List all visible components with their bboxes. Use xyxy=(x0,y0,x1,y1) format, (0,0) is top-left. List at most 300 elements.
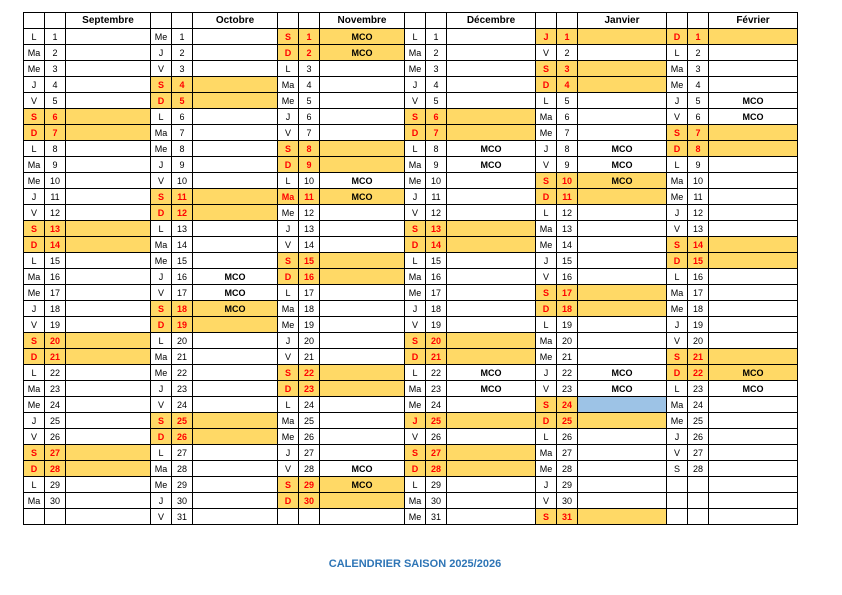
date-cell: 11 xyxy=(172,189,193,205)
event-cell xyxy=(447,461,536,477)
date-cell: 25 xyxy=(45,413,66,429)
event-cell xyxy=(447,221,536,237)
date-cell: 17 xyxy=(557,285,578,301)
date-cell: 28 xyxy=(299,461,320,477)
date-cell: 30 xyxy=(557,493,578,509)
event-cell xyxy=(578,125,667,141)
event-cell xyxy=(447,285,536,301)
empty-cell xyxy=(709,493,798,509)
event-cell xyxy=(578,61,667,77)
date-cell: 3 xyxy=(557,61,578,77)
event-cell: MCO xyxy=(578,173,667,189)
date-cell: 13 xyxy=(426,221,447,237)
weekday-cell: J xyxy=(405,301,426,317)
weekday-cell: Me xyxy=(667,301,688,317)
date-cell: 21 xyxy=(557,349,578,365)
weekday-cell: L xyxy=(278,285,299,301)
date-cell: 26 xyxy=(557,429,578,445)
event-cell: MCO xyxy=(447,157,536,173)
calendar-row xyxy=(24,109,798,125)
calendar-row xyxy=(24,397,798,413)
event-cell xyxy=(447,189,536,205)
event-cell xyxy=(66,141,151,157)
weekday-cell: V xyxy=(151,61,172,77)
weekday-cell: Me xyxy=(278,429,299,445)
date-cell: 17 xyxy=(426,285,447,301)
date-cell: 19 xyxy=(426,317,447,333)
header-blank xyxy=(667,13,688,29)
event-cell xyxy=(193,397,278,413)
event-cell xyxy=(193,381,278,397)
calendar-row xyxy=(24,173,798,189)
date-cell: 12 xyxy=(299,205,320,221)
weekday-cell: Me xyxy=(536,461,557,477)
event-cell xyxy=(66,493,151,509)
event-cell xyxy=(447,349,536,365)
calendar-row xyxy=(24,269,798,285)
calendar-row xyxy=(24,205,798,221)
date-cell: 10 xyxy=(172,173,193,189)
weekday-cell: Me xyxy=(405,509,426,525)
date-cell: 23 xyxy=(426,381,447,397)
date-cell: 11 xyxy=(557,189,578,205)
weekday-cell: S xyxy=(405,221,426,237)
weekday-cell: S xyxy=(667,349,688,365)
weekday-cell: Ma xyxy=(536,445,557,461)
weekday-cell: Me xyxy=(536,237,557,253)
event-cell xyxy=(193,109,278,125)
event-cell xyxy=(709,333,798,349)
date-cell: 27 xyxy=(299,445,320,461)
event-cell: MCO xyxy=(709,93,798,109)
event-cell xyxy=(320,317,405,333)
date-cell: 26 xyxy=(45,429,66,445)
date-cell: 13 xyxy=(557,221,578,237)
weekday-cell: D xyxy=(278,381,299,397)
date-cell: 27 xyxy=(172,445,193,461)
weekday-cell: S xyxy=(405,109,426,125)
weekday-cell: L xyxy=(405,477,426,493)
date-cell: 4 xyxy=(557,77,578,93)
calendar-row xyxy=(24,29,798,45)
date-cell: 15 xyxy=(172,253,193,269)
weekday-cell: Ma xyxy=(151,237,172,253)
date-cell: 15 xyxy=(688,253,709,269)
event-cell xyxy=(193,493,278,509)
date-cell: 22 xyxy=(45,365,66,381)
date-cell: 26 xyxy=(688,429,709,445)
event-cell xyxy=(709,445,798,461)
header-blank xyxy=(557,13,578,29)
date-cell: 19 xyxy=(557,317,578,333)
date-cell: 6 xyxy=(557,109,578,125)
date-cell: 10 xyxy=(299,173,320,189)
calendar-row xyxy=(24,61,798,77)
event-cell xyxy=(66,237,151,253)
weekday-cell: S xyxy=(24,445,45,461)
weekday-cell: L xyxy=(405,29,426,45)
date-cell: 25 xyxy=(299,413,320,429)
weekday-cell: J xyxy=(667,317,688,333)
weekday-cell: J xyxy=(536,365,557,381)
weekday-cell: J xyxy=(405,413,426,429)
weekday-cell: J xyxy=(278,221,299,237)
event-cell xyxy=(320,349,405,365)
month-header: Décembre xyxy=(447,13,536,29)
event-cell: MCO xyxy=(578,141,667,157)
weekday-cell: L xyxy=(405,253,426,269)
weekday-cell: Ma xyxy=(24,493,45,509)
weekday-cell: Ma xyxy=(24,157,45,173)
date-cell: 9 xyxy=(426,157,447,173)
weekday-cell: Me xyxy=(536,349,557,365)
event-cell xyxy=(578,509,667,525)
event-cell xyxy=(193,349,278,365)
weekday-cell: L xyxy=(151,445,172,461)
date-cell: 20 xyxy=(557,333,578,349)
event-cell xyxy=(709,397,798,413)
event-cell xyxy=(709,461,798,477)
event-cell xyxy=(320,125,405,141)
weekday-cell: Ma xyxy=(24,381,45,397)
calendar-row xyxy=(24,349,798,365)
date-cell: 27 xyxy=(426,445,447,461)
calendar-row xyxy=(24,77,798,93)
weekday-cell: L xyxy=(151,221,172,237)
weekday-cell: Me xyxy=(667,77,688,93)
event-cell: MCO xyxy=(447,381,536,397)
header-blank xyxy=(405,13,426,29)
calendar-row xyxy=(24,413,798,429)
date-cell: 14 xyxy=(557,237,578,253)
calendar-row xyxy=(24,493,798,509)
calendar-row xyxy=(24,301,798,317)
event-cell xyxy=(320,141,405,157)
date-cell: 20 xyxy=(172,333,193,349)
date-cell: 1 xyxy=(299,29,320,45)
date-cell: 16 xyxy=(426,269,447,285)
weekday-cell: S xyxy=(278,29,299,45)
event-cell xyxy=(447,477,536,493)
weekday-cell: Ma xyxy=(278,413,299,429)
event-cell xyxy=(193,445,278,461)
date-cell: 6 xyxy=(688,109,709,125)
date-cell: 31 xyxy=(557,509,578,525)
weekday-cell: Me xyxy=(24,285,45,301)
event-cell xyxy=(709,77,798,93)
event-cell xyxy=(578,349,667,365)
date-cell: 1 xyxy=(172,29,193,45)
date-cell: 22 xyxy=(172,365,193,381)
date-cell: 30 xyxy=(299,493,320,509)
event-cell xyxy=(66,61,151,77)
event-cell xyxy=(578,333,667,349)
weekday-cell: Me xyxy=(278,93,299,109)
weekday-cell: V xyxy=(24,317,45,333)
date-cell: 9 xyxy=(688,157,709,173)
weekday-cell: Ma xyxy=(667,61,688,77)
calendar-row xyxy=(24,365,798,381)
event-cell xyxy=(320,237,405,253)
weekday-cell: Me xyxy=(278,205,299,221)
event-cell xyxy=(578,397,667,413)
event-cell xyxy=(320,333,405,349)
calendar-row xyxy=(24,221,798,237)
weekday-cell: D xyxy=(667,141,688,157)
date-cell: 31 xyxy=(172,509,193,525)
event-cell xyxy=(66,397,151,413)
date-cell: 27 xyxy=(688,445,709,461)
event-cell xyxy=(320,269,405,285)
weekday-cell: Me xyxy=(278,317,299,333)
weekday-cell: L xyxy=(667,157,688,173)
calendar-row xyxy=(24,93,798,109)
event-cell xyxy=(193,221,278,237)
empty-cell xyxy=(667,477,688,493)
date-cell: 26 xyxy=(299,429,320,445)
calendar-row xyxy=(24,237,798,253)
date-cell: 21 xyxy=(688,349,709,365)
date-cell: 17 xyxy=(688,285,709,301)
calendar-row xyxy=(24,445,798,461)
event-cell xyxy=(193,61,278,77)
date-cell: 28 xyxy=(426,461,447,477)
event-cell xyxy=(447,29,536,45)
empty-cell xyxy=(278,509,299,525)
month-header: Novembre xyxy=(320,13,405,29)
event-cell xyxy=(447,317,536,333)
event-cell xyxy=(578,77,667,93)
weekday-cell: J xyxy=(278,333,299,349)
event-cell xyxy=(320,301,405,317)
date-cell: 23 xyxy=(45,381,66,397)
weekday-cell: Me xyxy=(405,173,426,189)
event-cell xyxy=(709,157,798,173)
weekday-cell: L xyxy=(536,429,557,445)
event-cell xyxy=(193,77,278,93)
date-cell: 17 xyxy=(299,285,320,301)
weekday-cell: L xyxy=(24,365,45,381)
weekday-cell: D xyxy=(24,125,45,141)
date-cell: 20 xyxy=(45,333,66,349)
event-cell xyxy=(447,397,536,413)
weekday-cell: V xyxy=(405,93,426,109)
event-cell xyxy=(66,429,151,445)
event-cell xyxy=(193,141,278,157)
event-cell xyxy=(709,189,798,205)
date-cell: 7 xyxy=(45,125,66,141)
weekday-cell: J xyxy=(24,77,45,93)
event-cell xyxy=(66,317,151,333)
empty-cell xyxy=(66,509,151,525)
event-cell xyxy=(447,333,536,349)
weekday-cell: L xyxy=(278,397,299,413)
weekday-cell: D xyxy=(405,461,426,477)
weekday-cell: D xyxy=(278,157,299,173)
event-cell xyxy=(578,109,667,125)
weekday-cell: Ma xyxy=(24,269,45,285)
date-cell: 14 xyxy=(688,237,709,253)
empty-cell xyxy=(667,509,688,525)
date-cell: 8 xyxy=(688,141,709,157)
month-header: Septembre xyxy=(66,13,151,29)
date-cell: 29 xyxy=(299,477,320,493)
weekday-cell: V xyxy=(278,125,299,141)
date-cell: 14 xyxy=(299,237,320,253)
event-cell xyxy=(709,29,798,45)
date-cell: 4 xyxy=(688,77,709,93)
calendar-row xyxy=(24,189,798,205)
date-cell: 14 xyxy=(426,237,447,253)
weekday-cell: D xyxy=(667,253,688,269)
calendar-title: CALENDRIER SAISON 2025/2026 xyxy=(328,558,502,570)
weekday-cell: J xyxy=(151,493,172,509)
calendar-row xyxy=(24,509,798,525)
weekday-cell: L xyxy=(405,141,426,157)
weekday-cell: Me xyxy=(405,397,426,413)
event-cell xyxy=(709,45,798,61)
weekday-cell: Ma xyxy=(667,285,688,301)
weekday-cell: J xyxy=(24,301,45,317)
date-cell: 18 xyxy=(688,301,709,317)
date-cell: 3 xyxy=(299,61,320,77)
date-cell: 14 xyxy=(45,237,66,253)
date-cell: 5 xyxy=(45,93,66,109)
event-cell xyxy=(66,349,151,365)
event-cell xyxy=(578,285,667,301)
date-cell: 3 xyxy=(172,61,193,77)
event-cell: MCO xyxy=(709,365,798,381)
date-cell: 19 xyxy=(45,317,66,333)
event-cell xyxy=(66,285,151,301)
date-cell: 24 xyxy=(557,397,578,413)
event-cell xyxy=(320,109,405,125)
event-cell xyxy=(709,317,798,333)
calendar-row xyxy=(24,381,798,397)
weekday-cell: S xyxy=(151,77,172,93)
event-cell xyxy=(66,365,151,381)
event-cell xyxy=(578,93,667,109)
weekday-cell: V xyxy=(405,205,426,221)
header-blank xyxy=(151,13,172,29)
date-cell: 23 xyxy=(172,381,193,397)
event-cell xyxy=(66,93,151,109)
weekday-cell: D xyxy=(24,461,45,477)
date-cell: 8 xyxy=(45,141,66,157)
weekday-cell: D xyxy=(405,237,426,253)
weekday-cell: D xyxy=(667,29,688,45)
date-cell: 24 xyxy=(172,397,193,413)
date-cell: 19 xyxy=(688,317,709,333)
weekday-cell: L xyxy=(667,45,688,61)
event-cell xyxy=(66,301,151,317)
date-cell: 23 xyxy=(557,381,578,397)
date-cell: 8 xyxy=(299,141,320,157)
date-cell: 11 xyxy=(45,189,66,205)
date-cell: 2 xyxy=(426,45,447,61)
event-cell xyxy=(66,221,151,237)
event-cell xyxy=(709,349,798,365)
weekday-cell: S xyxy=(405,445,426,461)
calendar-row xyxy=(24,461,798,477)
event-cell: MCO xyxy=(709,381,798,397)
weekday-cell: Ma xyxy=(667,173,688,189)
weekday-cell: Ma xyxy=(667,397,688,413)
header-blank xyxy=(426,13,447,29)
date-cell: 2 xyxy=(172,45,193,61)
event-cell xyxy=(320,93,405,109)
weekday-cell: Me xyxy=(151,365,172,381)
event-cell xyxy=(320,77,405,93)
event-cell xyxy=(193,413,278,429)
event-cell xyxy=(193,173,278,189)
weekday-cell: J xyxy=(24,189,45,205)
event-cell xyxy=(578,493,667,509)
weekday-cell: Ma xyxy=(278,189,299,205)
weekday-cell: S xyxy=(536,285,557,301)
date-cell: 24 xyxy=(688,397,709,413)
event-cell xyxy=(320,429,405,445)
weekday-cell: Me xyxy=(24,61,45,77)
weekday-cell: V xyxy=(536,157,557,173)
event-cell xyxy=(447,445,536,461)
event-cell: MCO xyxy=(320,189,405,205)
event-cell xyxy=(66,477,151,493)
weekday-cell: S xyxy=(151,413,172,429)
event-cell xyxy=(193,125,278,141)
event-cell xyxy=(578,477,667,493)
weekday-cell: J xyxy=(667,429,688,445)
date-cell: 13 xyxy=(172,221,193,237)
weekday-cell: S xyxy=(536,61,557,77)
weekday-cell: L xyxy=(24,477,45,493)
weekday-cell: L xyxy=(278,173,299,189)
date-cell: 10 xyxy=(688,173,709,189)
weekday-cell: V xyxy=(536,45,557,61)
date-cell: 9 xyxy=(299,157,320,173)
date-cell: 7 xyxy=(557,125,578,141)
date-cell: 28 xyxy=(688,461,709,477)
date-cell: 25 xyxy=(688,413,709,429)
weekday-cell: S xyxy=(536,509,557,525)
date-cell: 10 xyxy=(45,173,66,189)
event-cell xyxy=(320,205,405,221)
weekday-cell: Me xyxy=(667,189,688,205)
weekday-cell: V xyxy=(536,493,557,509)
event-cell xyxy=(193,205,278,221)
date-cell: 21 xyxy=(172,349,193,365)
event-cell: MCO xyxy=(709,109,798,125)
weekday-cell: J xyxy=(151,269,172,285)
event-cell xyxy=(193,189,278,205)
weekday-cell: Ma xyxy=(151,461,172,477)
calendar-row xyxy=(24,157,798,173)
weekday-cell: V xyxy=(405,429,426,445)
date-cell: 13 xyxy=(299,221,320,237)
event-cell xyxy=(709,173,798,189)
empty-cell xyxy=(709,477,798,493)
event-cell xyxy=(709,125,798,141)
weekday-cell: S xyxy=(24,221,45,237)
date-cell: 15 xyxy=(299,253,320,269)
date-cell: 6 xyxy=(172,109,193,125)
date-cell: 26 xyxy=(426,429,447,445)
event-cell xyxy=(193,365,278,381)
weekday-cell: J xyxy=(536,29,557,45)
weekday-cell: S xyxy=(278,477,299,493)
empty-cell xyxy=(45,509,66,525)
date-cell: 11 xyxy=(299,189,320,205)
